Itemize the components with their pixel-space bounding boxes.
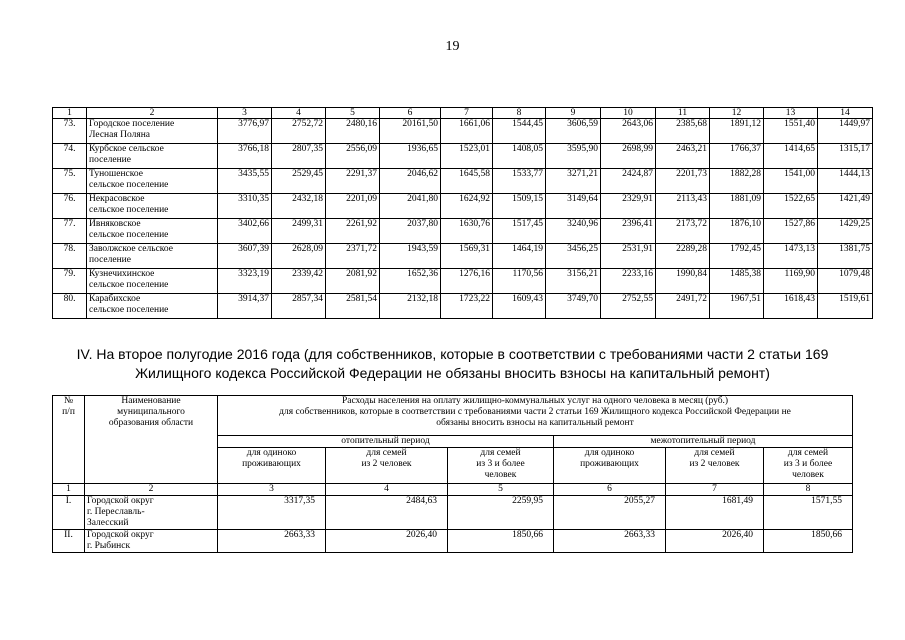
- value-cell: 1444,13: [818, 169, 873, 194]
- row-number: 75.: [53, 169, 87, 194]
- value-cell: 1485,38: [710, 269, 764, 294]
- table-row: [53, 194, 873, 219]
- header-cell: 7: [441, 108, 493, 119]
- subheader-cell: для семей из 3 и более человек: [764, 448, 853, 484]
- value-cell: 1990,84: [656, 269, 710, 294]
- value-cell: 3456,25: [546, 244, 601, 269]
- value-cell: 1517,45: [493, 219, 546, 244]
- municipality-name: Некрасовское сельское поселение: [87, 194, 218, 219]
- table-row: [53, 269, 873, 294]
- value-cell: 3317,35: [218, 496, 326, 530]
- value-cell: 1645,58: [441, 169, 493, 194]
- value-cell: 2046,62: [380, 169, 441, 194]
- subheader-cell: для семей из 2 человек: [666, 448, 764, 484]
- value-cell: 1630,76: [441, 219, 493, 244]
- value-cell: 1533,77: [493, 169, 546, 194]
- value-cell: 2663,33: [218, 530, 326, 553]
- value-cell: 1936,65: [380, 144, 441, 169]
- header-cell: 6: [380, 108, 441, 119]
- value-cell: 1429,25: [818, 219, 873, 244]
- value-cell: 2581,54: [326, 294, 380, 319]
- value-cell: 3149,64: [546, 194, 601, 219]
- header-cell: 14: [818, 108, 873, 119]
- municipality-name: Городское поселение Лесная Поляна: [87, 119, 218, 144]
- value-cell: 1519,61: [818, 294, 873, 319]
- value-cell: 1967,51: [710, 294, 764, 319]
- value-cell: 1421,49: [818, 194, 873, 219]
- value-cell: 2259,95: [448, 496, 554, 530]
- subheader-cell: для семей из 2 человек: [326, 448, 448, 484]
- header-cell: 8: [493, 108, 546, 119]
- value-cell: 3595,90: [546, 144, 601, 169]
- header-cell: 10: [601, 108, 656, 119]
- page-number: 19: [445, 39, 460, 54]
- subheader-cell: для одиноко проживающих: [554, 448, 666, 484]
- value-cell: 1414,65: [764, 144, 818, 169]
- table-header-row: [53, 108, 873, 119]
- subheader-cell: для одиноко проживающих: [218, 448, 326, 484]
- header-nonheating-period: межотопительный период: [554, 436, 853, 448]
- header-cell: 12: [710, 108, 764, 119]
- value-cell: 1766,37: [710, 144, 764, 169]
- value-cell: 1527,86: [764, 219, 818, 244]
- municipality-name: Заволжское сельское поселение: [87, 244, 218, 269]
- table-row: [53, 294, 873, 319]
- value-cell: 1551,40: [764, 119, 818, 144]
- value-cell: 1661,06: [441, 119, 493, 144]
- value-cell: 2499,31: [272, 219, 326, 244]
- municipality-name: Туношенское сельское поселение: [87, 169, 218, 194]
- value-cell: 2531,91: [601, 244, 656, 269]
- value-cell: 2484,63: [326, 496, 448, 530]
- value-cell: 2663,33: [554, 530, 666, 553]
- header-cell: 1: [53, 108, 87, 119]
- value-cell: 2529,45: [272, 169, 326, 194]
- value-cell: 2081,92: [326, 269, 380, 294]
- table-second-half-2016: [52, 395, 853, 553]
- table-row: [53, 219, 873, 244]
- value-cell: 3156,21: [546, 269, 601, 294]
- value-cell: 2396,41: [601, 219, 656, 244]
- value-cell: 2026,40: [666, 530, 764, 553]
- value-cell: 2480,16: [326, 119, 380, 144]
- value-cell: 20161,50: [380, 119, 441, 144]
- value-cell: 3435,55: [218, 169, 272, 194]
- table-settlements-continued: [52, 107, 873, 319]
- row-number: 73.: [53, 119, 87, 144]
- municipality-name: Городской округ г. Рыбинск: [85, 530, 218, 553]
- row-number: I.: [53, 496, 85, 530]
- value-cell: 2055,27: [554, 496, 666, 530]
- municipality-name: Кузнечихинское сельское поселение: [87, 269, 218, 294]
- row-number: 79.: [53, 269, 87, 294]
- value-cell: 2556,09: [326, 144, 380, 169]
- value-cell: 2752,72: [272, 119, 326, 144]
- municipality-name: Карабихское сельское поселение: [87, 294, 218, 319]
- value-cell: 2463,21: [656, 144, 710, 169]
- value-cell: 2857,34: [272, 294, 326, 319]
- table-row: [53, 119, 873, 144]
- value-cell: 2385,68: [656, 119, 710, 144]
- row-number: 76.: [53, 194, 87, 219]
- row-number: 77.: [53, 219, 87, 244]
- value-cell: 3402,66: [218, 219, 272, 244]
- value-cell: 1509,15: [493, 194, 546, 219]
- value-cell: 3607,39: [218, 244, 272, 269]
- value-cell: 1882,28: [710, 169, 764, 194]
- value-cell: 1881,09: [710, 194, 764, 219]
- value-cell: 1723,22: [441, 294, 493, 319]
- value-cell: 2132,18: [380, 294, 441, 319]
- header-cell: 2: [87, 108, 218, 119]
- value-cell: 2201,73: [656, 169, 710, 194]
- value-cell: 1449,97: [818, 119, 873, 144]
- value-cell: 2291,37: [326, 169, 380, 194]
- value-cell: 1315,17: [818, 144, 873, 169]
- value-cell: 1569,31: [441, 244, 493, 269]
- municipality-name: Ивняковское сельское поселение: [87, 219, 218, 244]
- municipality-name: Городской округ г. Переславль- Залесский: [85, 496, 218, 530]
- value-cell: 2037,80: [380, 219, 441, 244]
- value-cell: 2432,18: [272, 194, 326, 219]
- value-cell: 3606,59: [546, 119, 601, 144]
- header-cell: 4: [272, 108, 326, 119]
- row-number: 78.: [53, 244, 87, 269]
- value-cell: 1408,05: [493, 144, 546, 169]
- value-cell: 1943,59: [380, 244, 441, 269]
- table-row: [53, 530, 853, 553]
- value-cell: 1381,75: [818, 244, 873, 269]
- table-row: [53, 496, 853, 530]
- value-cell: 1681,49: [666, 496, 764, 530]
- value-cell: 2698,99: [601, 144, 656, 169]
- section-heading: [40, 345, 865, 383]
- value-cell: 2289,28: [656, 244, 710, 269]
- value-cell: 1473,13: [764, 244, 818, 269]
- value-cell: 3766,18: [218, 144, 272, 169]
- value-cell: 1850,66: [764, 530, 853, 553]
- value-cell: 1609,43: [493, 294, 546, 319]
- table-row: [53, 244, 873, 269]
- header-heating-period: отопительный период: [218, 436, 554, 448]
- value-cell: 1544,45: [493, 119, 546, 144]
- row-number: II.: [53, 530, 85, 553]
- value-cell: 1618,43: [764, 294, 818, 319]
- header-number: № п/п: [53, 396, 85, 484]
- row-number: 80.: [53, 294, 87, 319]
- value-cell: 1169,90: [764, 269, 818, 294]
- value-cell: 1276,16: [441, 269, 493, 294]
- header-expenses-group: Расходы населения на оплату жилищно-коммунальных услуг на одного человека в месяц (руб.) для собственников, которые в соответствии с требованиями части 2 статьи 169 Жилищного кодекса Российской Федерации не обязаны вносить взносы на капитальный ремонт: [218, 396, 853, 436]
- value-cell: 2491,72: [656, 294, 710, 319]
- row-number: 74.: [53, 144, 87, 169]
- header-cell: 13: [764, 108, 818, 119]
- value-cell: 2371,72: [326, 244, 380, 269]
- header-index-row: 1 2 3 4 5 6 7 8: [53, 484, 853, 496]
- table-row: [53, 144, 873, 169]
- value-cell: 1850,66: [448, 530, 554, 553]
- value-cell: 1522,65: [764, 194, 818, 219]
- value-cell: 3310,35: [218, 194, 272, 219]
- header-cell: 11: [656, 108, 710, 119]
- value-cell: 2339,42: [272, 269, 326, 294]
- value-cell: 1541,00: [764, 169, 818, 194]
- value-cell: 2628,09: [272, 244, 326, 269]
- value-cell: 2026,40: [326, 530, 448, 553]
- section-heading-line2: Жилищного кодекса Российской Федерации не обязаны вносить взносы на капитальный ремонт): [135, 365, 770, 381]
- value-cell: 2233,16: [601, 269, 656, 294]
- value-cell: 3271,21: [546, 169, 601, 194]
- header-cell: 9: [546, 108, 601, 119]
- value-cell: 2113,43: [656, 194, 710, 219]
- header-cell: 3: [218, 108, 272, 119]
- value-cell: 1464,19: [493, 244, 546, 269]
- value-cell: 1876,10: [710, 219, 764, 244]
- value-cell: 2329,91: [601, 194, 656, 219]
- subheader-cell: для семей из 3 и более человек: [448, 448, 554, 484]
- value-cell: 3749,70: [546, 294, 601, 319]
- section-heading-line1: IV. На второе полугодие 2016 года (для собственников, которые в соответствии с требованиями части 2 статьи 169: [76, 346, 829, 362]
- value-cell: 2424,87: [601, 169, 656, 194]
- value-cell: 3240,96: [546, 219, 601, 244]
- value-cell: 2173,72: [656, 219, 710, 244]
- value-cell: 2807,35: [272, 144, 326, 169]
- value-cell: 1523,01: [441, 144, 493, 169]
- header-cell: 5: [326, 108, 380, 119]
- value-cell: 1792,45: [710, 244, 764, 269]
- value-cell: 1170,56: [493, 269, 546, 294]
- value-cell: 2201,09: [326, 194, 380, 219]
- value-cell: 2041,80: [380, 194, 441, 219]
- value-cell: 2643,06: [601, 119, 656, 144]
- municipality-name: Курбское сельское поселение: [87, 144, 218, 169]
- value-cell: 2752,55: [601, 294, 656, 319]
- value-cell: 1571,55: [764, 496, 853, 530]
- table-row: [53, 169, 873, 194]
- value-cell: 1891,12: [710, 119, 764, 144]
- value-cell: 3914,37: [218, 294, 272, 319]
- value-cell: 1624,92: [441, 194, 493, 219]
- value-cell: 1079,48: [818, 269, 873, 294]
- value-cell: 2261,92: [326, 219, 380, 244]
- value-cell: 3776,97: [218, 119, 272, 144]
- value-cell: 1652,36: [380, 269, 441, 294]
- value-cell: 3323,19: [218, 269, 272, 294]
- header-municipality: Наименование муниципального образования области: [85, 396, 218, 484]
